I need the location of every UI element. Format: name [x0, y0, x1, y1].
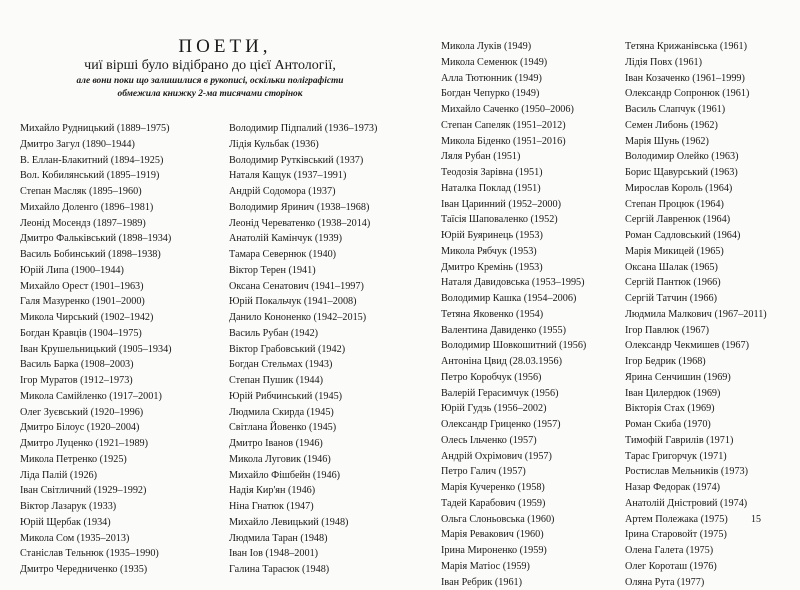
poet-entry: Сергій Пантюк (1966) [625, 275, 767, 291]
poet-entry: Ігор Муратов (1912–1973) [20, 373, 172, 389]
poet-entry: Юрій Буяринець (1953) [441, 228, 586, 244]
poet-entry: Ярина Сенчишин (1969) [625, 370, 767, 386]
poet-entry: Володимир Олейко (1963) [625, 149, 767, 165]
poet-entry: Михайло Фішбейн (1946) [229, 468, 377, 484]
poet-entry: Станіслав Тельнюк (1935–1990) [20, 546, 172, 562]
poet-entry: Роман Скиба (1970) [625, 417, 767, 433]
poet-entry: Дмитро Іванов (1946) [229, 436, 377, 452]
poet-entry: Марія Микицей (1965) [625, 244, 767, 260]
poet-entry: Дмитро Білоус (1920–2004) [20, 420, 172, 436]
poet-entry: Людмила Малкович (1967–2011) [625, 307, 767, 323]
poet-entry: Іван Крушельницький (1905–1934) [20, 342, 172, 358]
poet-entry: Микола Біденко (1951–2016) [441, 134, 586, 150]
poet-entry: Богдан Кравців (1904–1975) [20, 326, 172, 342]
poet-entry: Валерій Герасимчук (1956) [441, 386, 586, 402]
poet-entry: Дмитро Загул (1890–1944) [20, 137, 172, 153]
poet-entry: Ростислав Мельників (1973) [625, 464, 767, 480]
poet-entry: Оляна Рута (1977) [625, 575, 767, 590]
poet-column-4 [625, 39, 767, 590]
poet-entry: Василь Слапчук (1961) [625, 102, 767, 118]
poet-entry: Степан Масляк (1895–1960) [20, 184, 172, 200]
note-line: обмежила книжку 2-ма тисячами сторінок [20, 88, 400, 101]
poet-entry: Олег Короташ (1976) [625, 559, 767, 575]
poet-entry: Володимир Рутківський (1937) [229, 153, 377, 169]
poet-entry: Богдан Стельмах (1943) [229, 357, 377, 373]
poet-entry: Ірина Мироненко (1959) [441, 543, 586, 559]
poet-entry: Юрій Липа (1900–1944) [20, 263, 172, 279]
poet-entry: Ігор Павлюк (1967) [625, 323, 767, 339]
poet-entry: Леонід Череватенко (1938–2014) [229, 216, 377, 232]
poet-entry: Таїсія Шаповаленко (1952) [441, 212, 586, 228]
poet-entry: Сергій Лавренюк (1964) [625, 212, 767, 228]
poet-entry: Дмитро Чередниченко (1935) [20, 562, 172, 578]
poet-entry: Олег Зуєвський (1920–1996) [20, 405, 172, 421]
poet-entry: Петро Коробчук (1956) [441, 370, 586, 386]
poet-entry: Дмитро Фальківський (1898–1934) [20, 231, 172, 247]
poet-entry: Наталя Кащук (1937–1991) [229, 168, 377, 184]
poet-entry: Віктор Лазарук (1933) [20, 499, 172, 515]
poet-entry: Ніна Гнатюк (1947) [229, 499, 377, 515]
poet-entry: Наталка Поклад (1951) [441, 181, 586, 197]
poet-entry: Михайло Рудницький (1889–1975) [20, 121, 172, 137]
poet-entry: Анатолій Дністровий (1974) [625, 496, 767, 512]
poet-entry: Тетяна Яковенко (1954) [441, 307, 586, 323]
poet-entry: Богдан Чепурко (1949) [441, 86, 586, 102]
poet-entry: Степан Пушик (1944) [229, 373, 377, 389]
poet-entry: Ольга Слоньовська (1960) [441, 512, 586, 528]
poet-entry: Вол. Кобилянський (1895–1919) [20, 168, 172, 184]
poet-entry: Назар Федорак (1974) [625, 480, 767, 496]
poet-entry: Лідія Повх (1961) [625, 55, 767, 71]
poet-entry: Іван Світличний (1929–1992) [20, 483, 172, 499]
poet-entry: Дмитро Кремінь (1953) [441, 260, 586, 276]
poet-entry: Людмила Скирда (1945) [229, 405, 377, 421]
poet-entry: Семен Либонь (1962) [625, 118, 767, 134]
poet-entry: Микола Луків (1949) [441, 39, 586, 55]
poet-entry: Микола Рябчук (1953) [441, 244, 586, 260]
poet-entry: Степан Сапеляк (1951–2012) [441, 118, 586, 134]
poet-column-2 [229, 121, 377, 578]
poet-entry: Вікторія Стах (1969) [625, 401, 767, 417]
poet-entry: Тадей Карабович (1959) [441, 496, 586, 512]
poet-entry: Володимир Шовкошитний (1956) [441, 338, 586, 354]
poet-entry: Тимофій Гаврилів (1971) [625, 433, 767, 449]
poet-entry: Анатолій Камінчук (1939) [229, 231, 377, 247]
poet-entry: Михайло Левицький (1948) [229, 515, 377, 531]
poet-entry: Дмитро Луценко (1921–1989) [20, 436, 172, 452]
poet-entry: Микола Сом (1935–2013) [20, 531, 172, 547]
poet-entry: Юрій Рибчинський (1945) [229, 389, 377, 405]
section-title: ПОЕТИ, [50, 36, 400, 58]
poet-entry: Лідія Кульбак (1936) [229, 137, 377, 153]
poet-entry: Олена Галета (1975) [625, 543, 767, 559]
poet-entry: Тамара Севернюк (1940) [229, 247, 377, 263]
poet-entry: Андрій Содомора (1937) [229, 184, 377, 200]
poet-entry: Алла Тютюнник (1949) [441, 71, 586, 87]
poet-entry: Ірина Старовойт (1975) [625, 527, 767, 543]
page-number: 15 [751, 514, 761, 525]
poet-entry: Ігор Бедрик (1968) [625, 354, 767, 370]
poet-entry: Галя Мазуренко (1901–2000) [20, 294, 172, 310]
poet-entry: Андрій Охрімович (1957) [441, 449, 586, 465]
poet-entry: Наталя Давидовська (1953–1995) [441, 275, 586, 291]
poet-entry: Марія Матіос (1959) [441, 559, 586, 575]
poet-entry: Тарас Григорчук (1971) [625, 449, 767, 465]
poet-entry: Артем Полежака (1975) [625, 512, 767, 528]
section-subtitle: чиї вірші було відібрано до цієї Антології, [20, 58, 400, 74]
poet-entry: Данило Кононенко (1942–2015) [229, 310, 377, 326]
poet-entry: Віктор Терен (1941) [229, 263, 377, 279]
poet-entry: Сергій Татчин (1966) [625, 291, 767, 307]
poet-entry: Іван Ребрик (1961) [441, 575, 586, 590]
poet-entry: Микола Чирський (1902–1942) [20, 310, 172, 326]
poet-entry: Ліда Палій (1926) [20, 468, 172, 484]
poet-entry: Олесь Ільченко (1957) [441, 433, 586, 449]
poet-entry: Оксана Шалак (1965) [625, 260, 767, 276]
note-line: але вони поки що залишилися в рукописі, оскільки поліграфісти [20, 75, 400, 88]
poet-entry: Марія Ревакович (1960) [441, 527, 586, 543]
poet-column-3 [441, 39, 586, 590]
poet-entry: Микола Семенюк (1949) [441, 55, 586, 71]
poet-entry: Валентина Давиденко (1955) [441, 323, 586, 339]
poet-entry: Юрій Покальчук (1941–2008) [229, 294, 377, 310]
poet-entry: Михайло Саченко (1950–2006) [441, 102, 586, 118]
poet-entry: Віктор Грабовський (1942) [229, 342, 377, 358]
poet-entry: Олександр Гриценко (1957) [441, 417, 586, 433]
poet-entry: Ляля Рубан (1951) [441, 149, 586, 165]
poet-entry: Леонід Мосендз (1897–1989) [20, 216, 172, 232]
poet-entry: Роман Садловський (1964) [625, 228, 767, 244]
poet-entry: Марія Кучеренко (1958) [441, 480, 586, 496]
poet-entry: Олександр Сопронюк (1961) [625, 86, 767, 102]
poet-entry: Микола Луговик (1946) [229, 452, 377, 468]
poet-entry: Володимир Підпалий (1936–1973) [229, 121, 377, 137]
poet-entry: Василь Бобинський (1898–1938) [20, 247, 172, 263]
poet-entry: Іван Іов (1948–2001) [229, 546, 377, 562]
poet-entry: Олександр Чекмишев (1967) [625, 338, 767, 354]
section-header [20, 36, 400, 101]
poet-entry: Володимир Кашка (1954–2006) [441, 291, 586, 307]
section-note [20, 75, 400, 101]
poet-entry: Людмила Таран (1948) [229, 531, 377, 547]
poet-entry: Галина Тарасюк (1948) [229, 562, 377, 578]
poet-entry: Михайло Орест (1901–1963) [20, 279, 172, 295]
poet-entry: Михайло Доленго (1896–1981) [20, 200, 172, 216]
poet-entry: Іван Царинний (1952–2000) [441, 197, 586, 213]
poet-entry: Іван Козаченко (1961–1999) [625, 71, 767, 87]
poet-entry: Микола Петренко (1925) [20, 452, 172, 468]
poet-entry: Петро Галич (1957) [441, 464, 586, 480]
poet-entry: Іван Цилердюк (1969) [625, 386, 767, 402]
poet-entry: Степан Процюк (1964) [625, 197, 767, 213]
poet-entry: Володимир Яринич (1938–1968) [229, 200, 377, 216]
poet-entry: Надія Кир'ян (1946) [229, 483, 377, 499]
poet-entry: В. Еллан-Блакитний (1894–1925) [20, 153, 172, 169]
poet-entry: Василь Барка (1908–2003) [20, 357, 172, 373]
poet-entry: Мирослав Король (1964) [625, 181, 767, 197]
poet-entry: Борис Щавурський (1963) [625, 165, 767, 181]
poet-entry: Тетяна Крижанівська (1961) [625, 39, 767, 55]
poet-entry: Юрій Щербак (1934) [20, 515, 172, 531]
poet-entry: Василь Рубан (1942) [229, 326, 377, 342]
poet-entry: Теодозія Зарівна (1951) [441, 165, 586, 181]
poet-entry: Оксана Сенатович (1941–1997) [229, 279, 377, 295]
poet-entry: Микола Самійленко (1917–2001) [20, 389, 172, 405]
poet-entry: Марія Шунь (1962) [625, 134, 767, 150]
poet-entry: Антоніна Цвид (28.03.1956) [441, 354, 586, 370]
poet-entry: Світлана Йовенко (1945) [229, 420, 377, 436]
poet-column-1 [20, 121, 172, 578]
poet-entry: Юрій Гудзь (1956–2002) [441, 401, 586, 417]
